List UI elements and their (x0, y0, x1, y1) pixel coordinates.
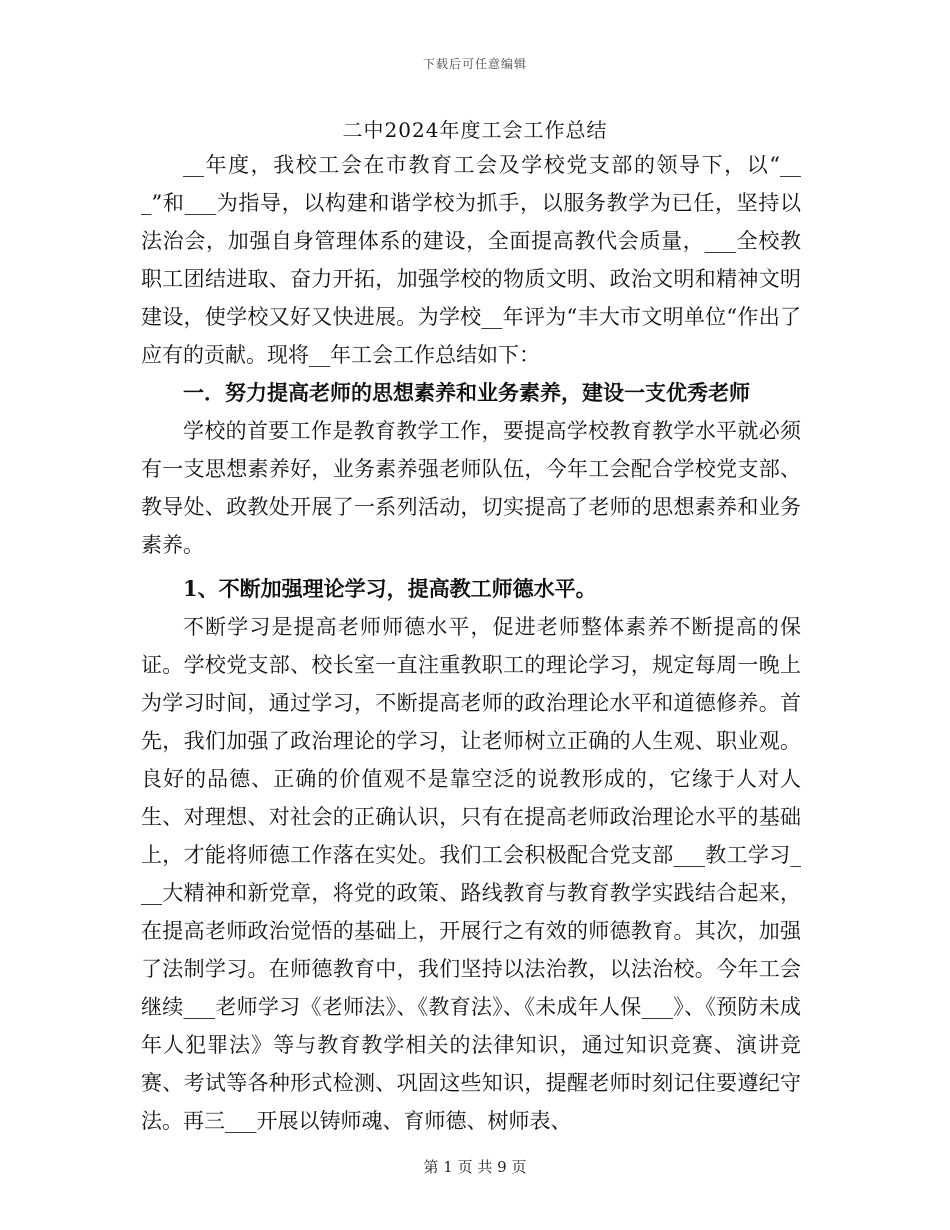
section-heading: 一．努力提高老师的思想素养和业务素养，建设一支优秀老师 (183, 380, 750, 405)
intro-paragraph: __年度，我校工会在市教育工会及学校党支部的领导下，以“__ _”和___为指导，以构建和谐学校为抓手，以服务教学为已任，坚持以法治会，加强自身管理体系的建设，全面提高教代会质量，___全校教职工团结进取、奋力开拓，加强学校的物质文明、政治文明和精神文明建设，使学校又好又快进展。为学校__年评为“丰大市文明单位“作出了应有的贡献。现将__年工会工作总结如下： (141, 153, 801, 367)
section-paragraph: 学校的首要工作是教育教学工作，要提高学校教育教学水平就必须有一支思想素养好，业务素养强老师队伍，今年工会配合学校党支部、教导处、政教处开展了一系列活动，切实提高了老师的思想素养和业务素养。 (141, 419, 801, 557)
page-header-note: 下载后可任意编辑 (422, 57, 527, 71)
document-title: 二中2024年度工会工作总结 (342, 118, 608, 142)
page-number: 第 1 页 共 9 页 (423, 1158, 527, 1176)
document-body (141, 146, 801, 1140)
subsection-heading: 1、不断加强理论学习，提高教工师德水平。 (183, 576, 597, 601)
subsection-paragraph: 不断学习是提高老师师德水平，促进老师整体素养不断提高的保证。学校党支部、校长室一直注重教职工的理论学习，规定每周一晚上为学习时间，通过学习，不断提高老师的政治理论水平和道德修养。首先，我们加强了政治理论的学习，让老师树立正确的人生观、职业观。良好的品德、正确的价值观不是靠空泛的说教形成的，它缘于人对人生、对理想、对社会的正确认识，只有在提高老师政治理论水平的基础上，才能将师德工作落在实处。我们工会积极配合党支部___教工学习___大精神和新党章，将党的政策、路线教育与教育教学实践结合起来，在提高老师政治觉悟的基础上，开展行之有效的师德教育。其次，加强了法制学习。在师德教育中，我们坚持以法治教，以法治校。今年工会继续___老师学习《老师法》、《教育法》、《未成年人保___》、《预防未成年人犯罪法》等与教育教学相关的法律知识，通过知识竞赛、演讲竞赛、考试等各种形式检测、巩固这些知识，提醒老师时刻记住要遵纪守法。再三___开展以铸师魂、育师德、树师表、 (141, 615, 801, 1133)
